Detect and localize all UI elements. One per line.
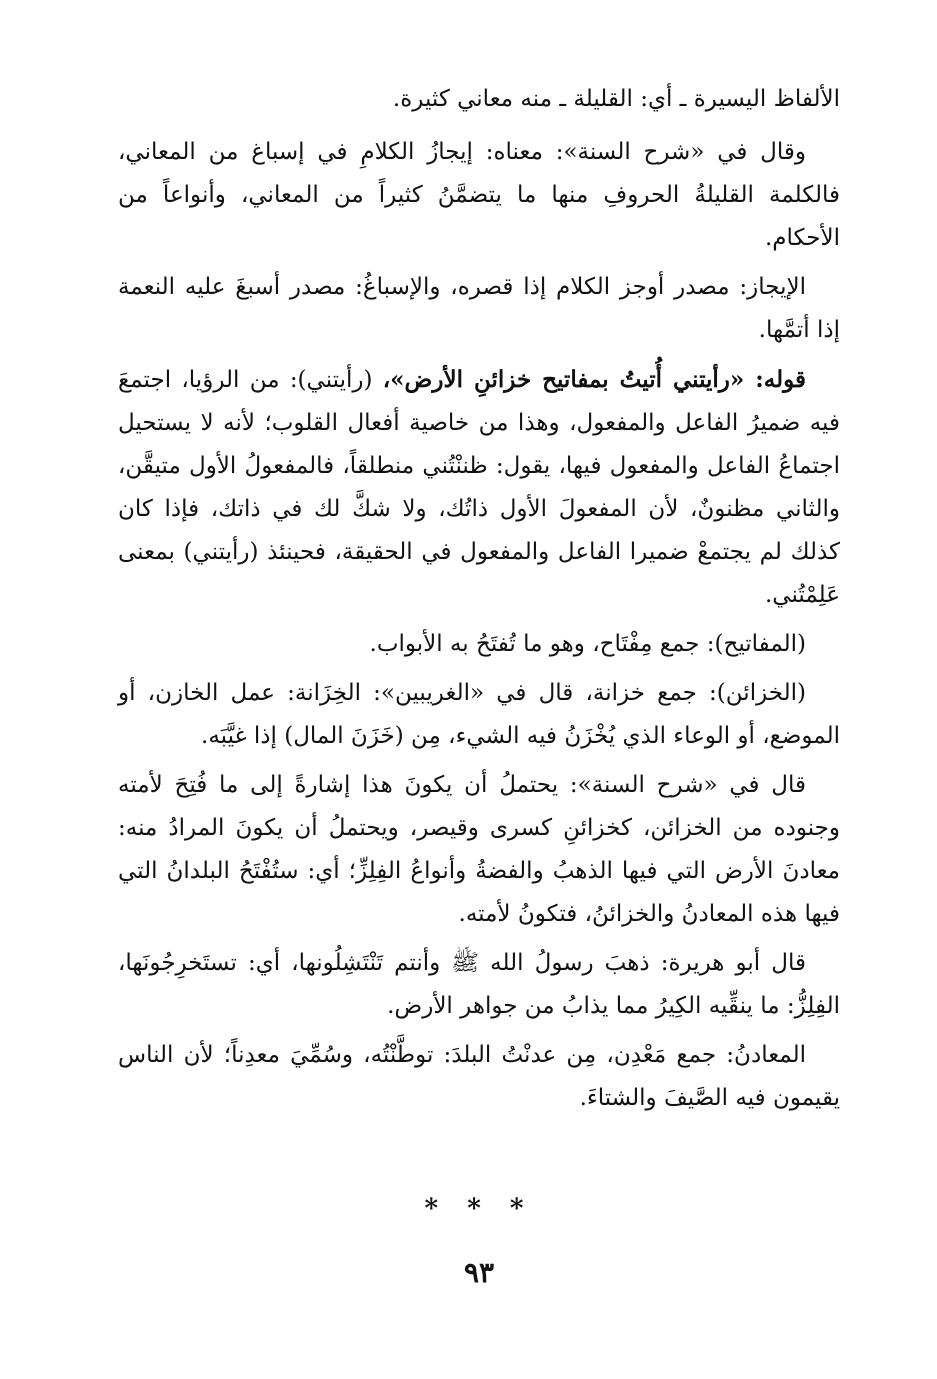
hadith-quote: قوله: «رأيتني أُتيتُ بمفاتيح خزائنِ الأرض»، bbox=[382, 366, 806, 393]
paragraph-9: المعادنُ: جمع مَعْدِن، مِن عدنْتُ البلدَ: توطَّنْتُه، وسُمِّيَ معدِناً؛ لأن الناس يقيمون فيه الصَّيفَ والشتاءَ. bbox=[118, 1042, 840, 1111]
paragraph-2: وقال في «شرح السنة»: معناه: إيجازُ الكلامِ في إسباغ من المعاني، فالكلمة القليلةُ الحروفِ منها ما يتضمَّنُ كثيراً من المعاني، وأنواعاً من الأحكام. bbox=[118, 139, 840, 251]
page-number: ٩٣ bbox=[463, 1256, 495, 1289]
paragraph-5: (المفاتيح): جمع مِفْتَاح، وهو ما تُفتَحُ به الأبواب. bbox=[369, 631, 806, 657]
paragraph-3: الإيجاز: مصدر أوجز الكلام إذا قصره، والإسباغُ: مصدر أسبغَ عليه النعمة إذا أتمَّها. bbox=[118, 274, 840, 343]
paragraph-4 bbox=[118, 358, 840, 617]
page-body bbox=[118, 78, 840, 1368]
paragraph-7: قال في «شرح السنة»: يحتملُ أن يكونَ هذا إشارةً إلى ما فُتِحَ لأمته وجنوده من الخزائن، كخزائنِ كسرى وقيصر، ويحتملُ أن يكونَ المرادُ منه: معادنَ الأرض التي فيها الذهبُ والفضةُ وأنواعُ الفِلِزِّ؛ أي: ستُفْتَحُ البلدانُ التي فيها هذه المعادنُ والخزائنُ، فتكونُ لأمته. bbox=[118, 772, 841, 927]
paragraph-4-body: (رأيتني): من الرؤيا، اجتمعَ فيه ضميرُ الفاعل والمفعول، وهذا من خاصية أفعال القلوب؛ لأنه لا يستحيل اجتماعُ الفاعل والمفعول فيها، يقول: ظننْتُني منطلقاً، فالمفعولُ الأول متيقَّن، والثاني مظنونٌ، لأن المفعولَ الأول ذاتُك، ولا شكَّ لك في ذاتك، فإذا كان كذلك لم يجتمعْ ضميرا الفاعل والمفعول في الحقيقة، فحينئذ (رأيتني) بمعنى عَلِمْتُني. bbox=[118, 367, 840, 608]
section-separator: * * * bbox=[424, 1194, 534, 1224]
paragraph-6: (الخزائن): جمع خزانة، قال في «الغريبين»: الخِزَانة: عمل الخازن، أو الموضع، أو الوعاء الذي يُخْزَنُ فيه الشيء، مِن (خَزَنَ المال) إذا غيَّبَه. bbox=[118, 680, 840, 749]
paragraph-8: قال أبو هريرة: ذهبَ رسولُ الله ﷺ وأنتم تَنْتَشِلُونها، أي: تستَخرِجُونَها، الفِلِزُّ: ما ينقِّيه الكِيرُ مما يذابُ من جواهر الأرض. bbox=[118, 950, 840, 1019]
paragraph-1: الألفاظ اليسيرة ـ أي: القليلة ـ منه معاني كثيرة. bbox=[392, 86, 840, 112]
